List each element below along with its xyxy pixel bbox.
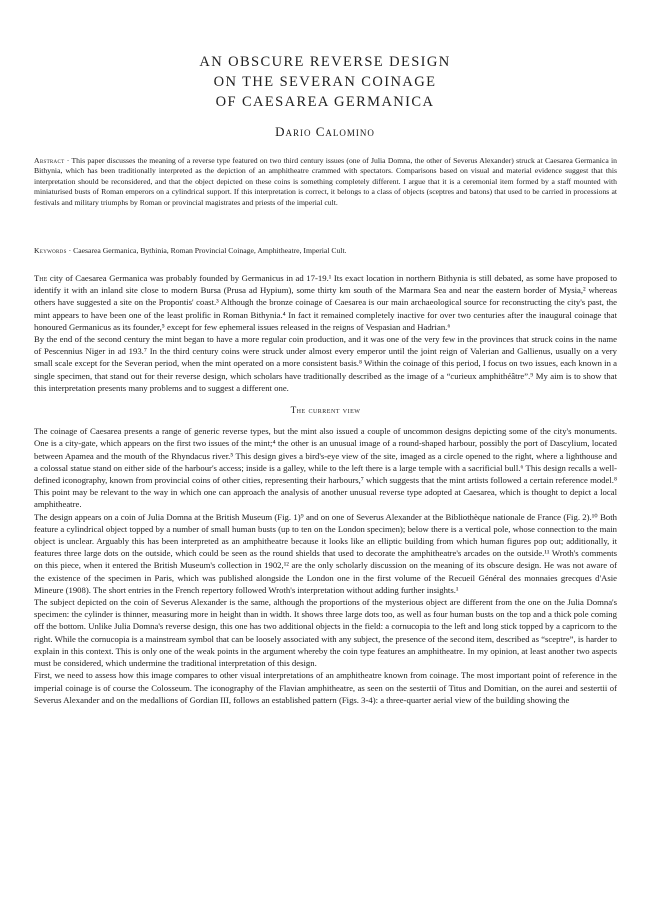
paragraph-4: The design appears on a coin of Julia Domna at the British Museum (Fig. 1)⁹ and on one of Severus Alexander at the Bibliothèque nationale de France (Fig. 2).¹⁰ Both feature a cylindrical object topped by a number of small human busts (up to ten on the London specimen); below there is a vertical pole, whose connection to the main object is unclear. Arguably this has been interpreted as an amphitheatre because it looks like an elliptic building from which human figures pop out; additionally, it features three large dots on the outside, which could be seen as the round shields that used to decorate the amphitheatre's arcades on the outside.¹¹ Wroth's comments on this piece, when it entered the British Museum's collection in 1902,¹² are the only scholarly discussion on the meaning of its obscure design. He was not aware of the existence of the specimen in Paris, which was published alongside the London one in the first volume of the Recueil Général des monnaies grecques d'Asie Mineure (1908). The short entries in the French repertory followed Wroth's interpretation without adding further insights.¹ (34, 511, 617, 595)
paragraph-1-text: city of Caesarea Germanica was probably founded by Germanicus in ad 17-19.¹ Its exact location in northern Bithynia is still debated, as some have proposed to identify it with an inland site close to modern Bursa (Prusa ad Hypium), some thirty km south of the Marmara Sea and near the eastern border of Mysia,² whereas others have suggested a site on the Propontis' coast.³ Although the bronze coinage of Caesarea is our main archaeological source for reconstructing the city's past, the mint appears to have been one of the least prolific in Roman Bithynia.⁴ In fact it remained completely inactive for over two centuries after the inaugural coinage that honoured Germanicus as its founder,⁵ except for few ephemeral issues released in the reigns of Vespasian and Hadrian.⁶ (34, 273, 617, 332)
paragraph-5: The subject depicted on the coin of Severus Alexander is the same, although the proportions of the mysterious object are different from the one on the Julia Domna's specimen: the cylinder is thinner, measuring more in height than in width. It shows three large dots too, as well as four human busts on the top and a thick pole coming off the bottom. Unlike Julia Domna's reverse design, this one has two additional objects in the field: a cornucopia to the left and long stick topped by a capricorn to the right. While the cornucopia is a mainstream symbol that can be loosely associated with any subject, the presence of the second item, described as “sceptre”, is harder to explain in this context. This is only one of the weak points in the argument whereby the coin type features an amphitheatre. In my opinion, at least another two aspects must be considered, which undermine the traditional interpretation of this design. (34, 597, 617, 669)
paragraph-2: By the end of the second century the mint began to have a more regular coin production, and it was one of the very few in the provinces that struck coins in the name of Pescennius Niger in ad 193.⁷ In the third century coins were struck under almost every emperor until the joint reign of Valerian and Gallienus, usually on a very small scale except for the Severan period, when the mint operated on a more consistent basis.⁸ Within the coinage of this period, I focus on two issues, each known in a single specimen, that stand out for their reverse design, which scholars have traditionally described as the image of a “curieux amphithéâtre”.⁹ My aim is to show that this interpretation presents many problems and to suggest a different one. (34, 334, 617, 393)
paragraph-6: First, we need to assess how this image compares to other visual interpretations of an amphitheatre known from coinage. The most important point of reference in the imperial coinage is of course the Colosseum. The iconography of the Flavian amphitheatre, as seen on the sestertii of Titus and Domitian, on the aurei and sestertii of Severus Alexander and on the medallions of Gordian III, follows an established pattern (Figs. 3-4): a three-quarter aerial view of the building showing the (34, 670, 617, 705)
article-body (34, 272, 617, 706)
title-line-3: OF CAESAREA GERMANICA (215, 94, 435, 110)
title-line-1: AN OBSCURE REVERSE DESIGN (199, 54, 451, 70)
author-name: Dario Calomino (275, 124, 375, 139)
paragraph-1 (34, 272, 617, 333)
abstract (34, 156, 617, 208)
paragraph-3: The coinage of Caesarea presents a range of generic reverse types, but the mint also issued a couple of uncommon designs depicting some of the city's monuments. One is a city-gate, which appears on the first two issues of the mint;⁴ the other is an unusual image of a round-shaped harbour, possibly the port of Dascylium, located between Apamea and the mouth of the Rhyndacus river.⁵ This design gives a bird's-eye view of the site, imaged as a circle opened to the right, where a lighthouse and a colossal statue stand on either side of the harbour's access; inside is a galley, while to the left there is a large temple with a sacrificial bull.⁶ This design recalls a well-defined iconography, known from provincial coins of other cities, representing their harbours,⁷ which suggests that the mint artists followed a certain reference model.⁸ This point may be relevant to the way in which one can approach the analysis of another unusual reverse type adopted at Caesarea, which is thought to depict a local amphitheatre. (34, 426, 617, 510)
keywords-text: · Caesarea Germanica, Bythinia, Roman Provincial Coinage, Amphitheatre, Imperial Cult. (66, 246, 347, 255)
keywords (34, 246, 617, 255)
paragraph-1-lead: The (34, 273, 48, 283)
abstract-label: Abstract (34, 156, 65, 165)
abstract-text: · This paper discusses the meaning of a reverse type featured on two third century issues (one of Julia Domna, the other of Severus Alexander) struck at Caesarea Germanica in Bithynia, which has been traditionally interpreted as the depiction of an amphitheatre crammed with spectators. Comparisons based on visual and material evidence suggest that this interpretation should be reconsidered, and that the object depicted on these coins is something completely different. I argue that it is a ceremonial item formed by a staff mounted with miniaturised busts of Roman emperors on a cylindrical support. If this interpretation is correct, it belongs to a class of objects (sceptres and batons) that used to be carried in processions at festivals and military triumphs by Roman or provincial magistrates and priests of the imperial cult. (34, 156, 617, 207)
keywords-label: Keywords (34, 246, 67, 255)
title-line-2: ON THE SEVERAN COINAGE (213, 74, 437, 90)
section-heading: The current view (290, 405, 361, 416)
